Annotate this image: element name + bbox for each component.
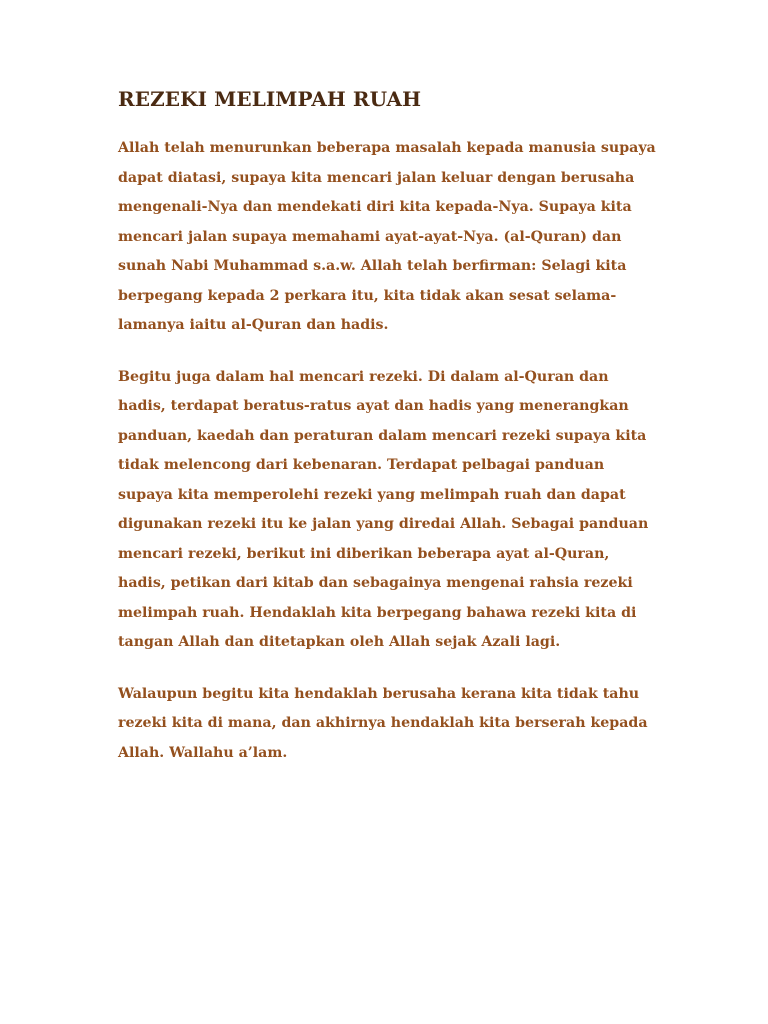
- document-content: [118, 86, 663, 790]
- paragraph-3: Walaupun begitu kita hendaklah berusaha kerana kita tidak tahu rezeki kita di mana, dan akhirnya hendaklah kita berserah kepada Allah. Wallahu a’lam.: [118, 685, 648, 761]
- paragraph-2: Begitu juga dalam hal mencari rezeki. Di dalam al-Quran dan hadis, terdapat beratus-ratus ayat dan hadis yang menerangkan panduan, kaedah dan peraturan dalam mencari rezeki supaya kita tidak melencong dari kebenaran. Terdapat pelbagai panduan supaya kita memperolehi rezeki yang melimpah ruah dan dapat digunakan rezeki itu ke jalan yang diredai Allah. Sebagai panduan mencari rezeki, berikut ini diberikan beberapa ayat al-Quran, hadis, petikan dari kitab dan sebagainya mengenai rahsia rezeki melimpah ruah. Hendaklah kita berpegang bahawa rezeki kita di tangan Allah dan ditetapkan oleh Allah sejak Azali lagi.: [118, 368, 649, 650]
- document-title: REZEKI MELIMPAH RUAH: [118, 87, 422, 111]
- paragraph-1: Allah telah menurunkan beberapa masalah kepada manusia supaya dapat diatasi, supaya kita mencari jalan keluar dengan berusaha mengenali-Nya dan mendekati diri kita kepada-Nya. Supaya kita mencari jalan supaya memahami ayat-ayat-Nya. (al-Quran) dan sunah Nabi Muhammad s.a.w. Allah telah berfirman: Selagi kita berpegang kepada 2 perkara itu, kita tidak akan sesat selama- lamanya iaitu al-Quran dan hadis.: [118, 140, 656, 333]
